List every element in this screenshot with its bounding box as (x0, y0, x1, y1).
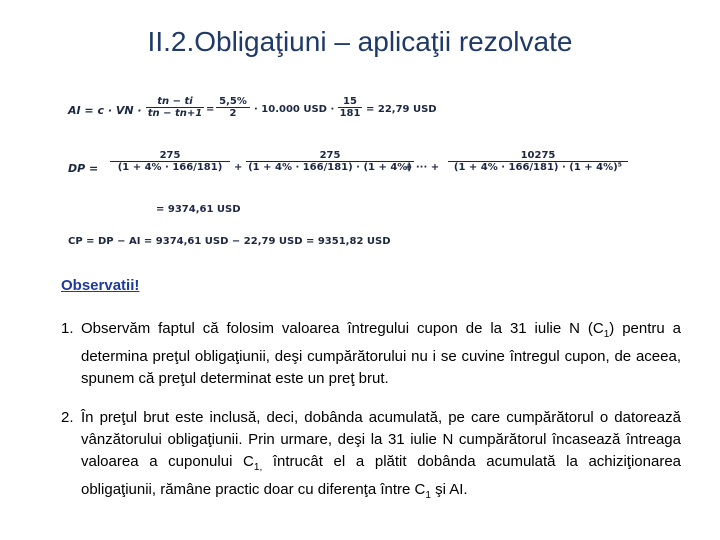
dp-term-n: 10275 (1 + 4% · 166/181) · (1 + 4%)⁵ (448, 150, 628, 173)
ai-fraction-rate: 5,5% 2 (216, 96, 250, 119)
ai-fraction-days: 15 181 (339, 96, 361, 119)
observations-heading: Observatii! (61, 277, 140, 294)
ai-lhs: AI = c · VN · (68, 104, 142, 117)
dp-term-1: 275 (1 + 4% · 166/181) (110, 150, 230, 173)
list-item: 1. Observăm faptul că folosim valoarea întregului cupon de la 31 iulie N $(C_1)$ pentru a determina preţul obligaţiunii, deşi cumpărătorului nu i se cuvine întregul cupon, de aceea, spunem că preţul determinat este un preţ brut. (61, 320, 681, 387)
ai-result: = 22,79 USD (366, 104, 437, 115)
list-item: 2. În preţul brut este inclusă, deci, dobânda acumulată, pe care cumpărătorul o datorează vânzătorului obligaţiunii. Prin urmare, deşi la 31 iulie N cumpărătorul încasează întreaga valoarea a cuponului $C_{1,}$ întrucât el a plătit dobânda acumulată la achiziţionarea obligaţiunii, rămâne practic doar cu diferenţa între $C_1$ şi AI. (61, 409, 681, 501)
slide-title: II.2.Obligaţiuni – aplicaţii rezolvate (147, 26, 573, 57)
cp-line: CP = DP − AI = 9374,61 USD − 22,79 USD = 9351,82 USD (68, 236, 391, 247)
dp-lhs: DP = (68, 162, 99, 175)
dp-ellipsis: + ··· + (404, 162, 440, 173)
dp-term-2: 275 (1 + 4% · 166/181) · (1 + 4%) (246, 150, 414, 173)
formula-image: AI = c · VN · tn − ti tn − tn+1 = 5,5% 2 · 10.000 USD · 15 181 = 22,79 USD DP = 275 (1 + 4% · 166/181) + 275 (1 + 4% · 166/181) · (1 + 4%) + ··· + 10275 (1 + 4% · 166/181) · (1 + 4%)⁵ = 9374,61 USD CP = DP − AI = 9374,61 USD − 22,79 USD = 9351,82 USD (68, 92, 658, 252)
ai-fraction-time: tn − ti tn − tn+1 (147, 96, 203, 119)
dp-result: = 9374,61 USD (156, 204, 241, 215)
ai-middle: · 10.000 USD · (254, 104, 335, 115)
